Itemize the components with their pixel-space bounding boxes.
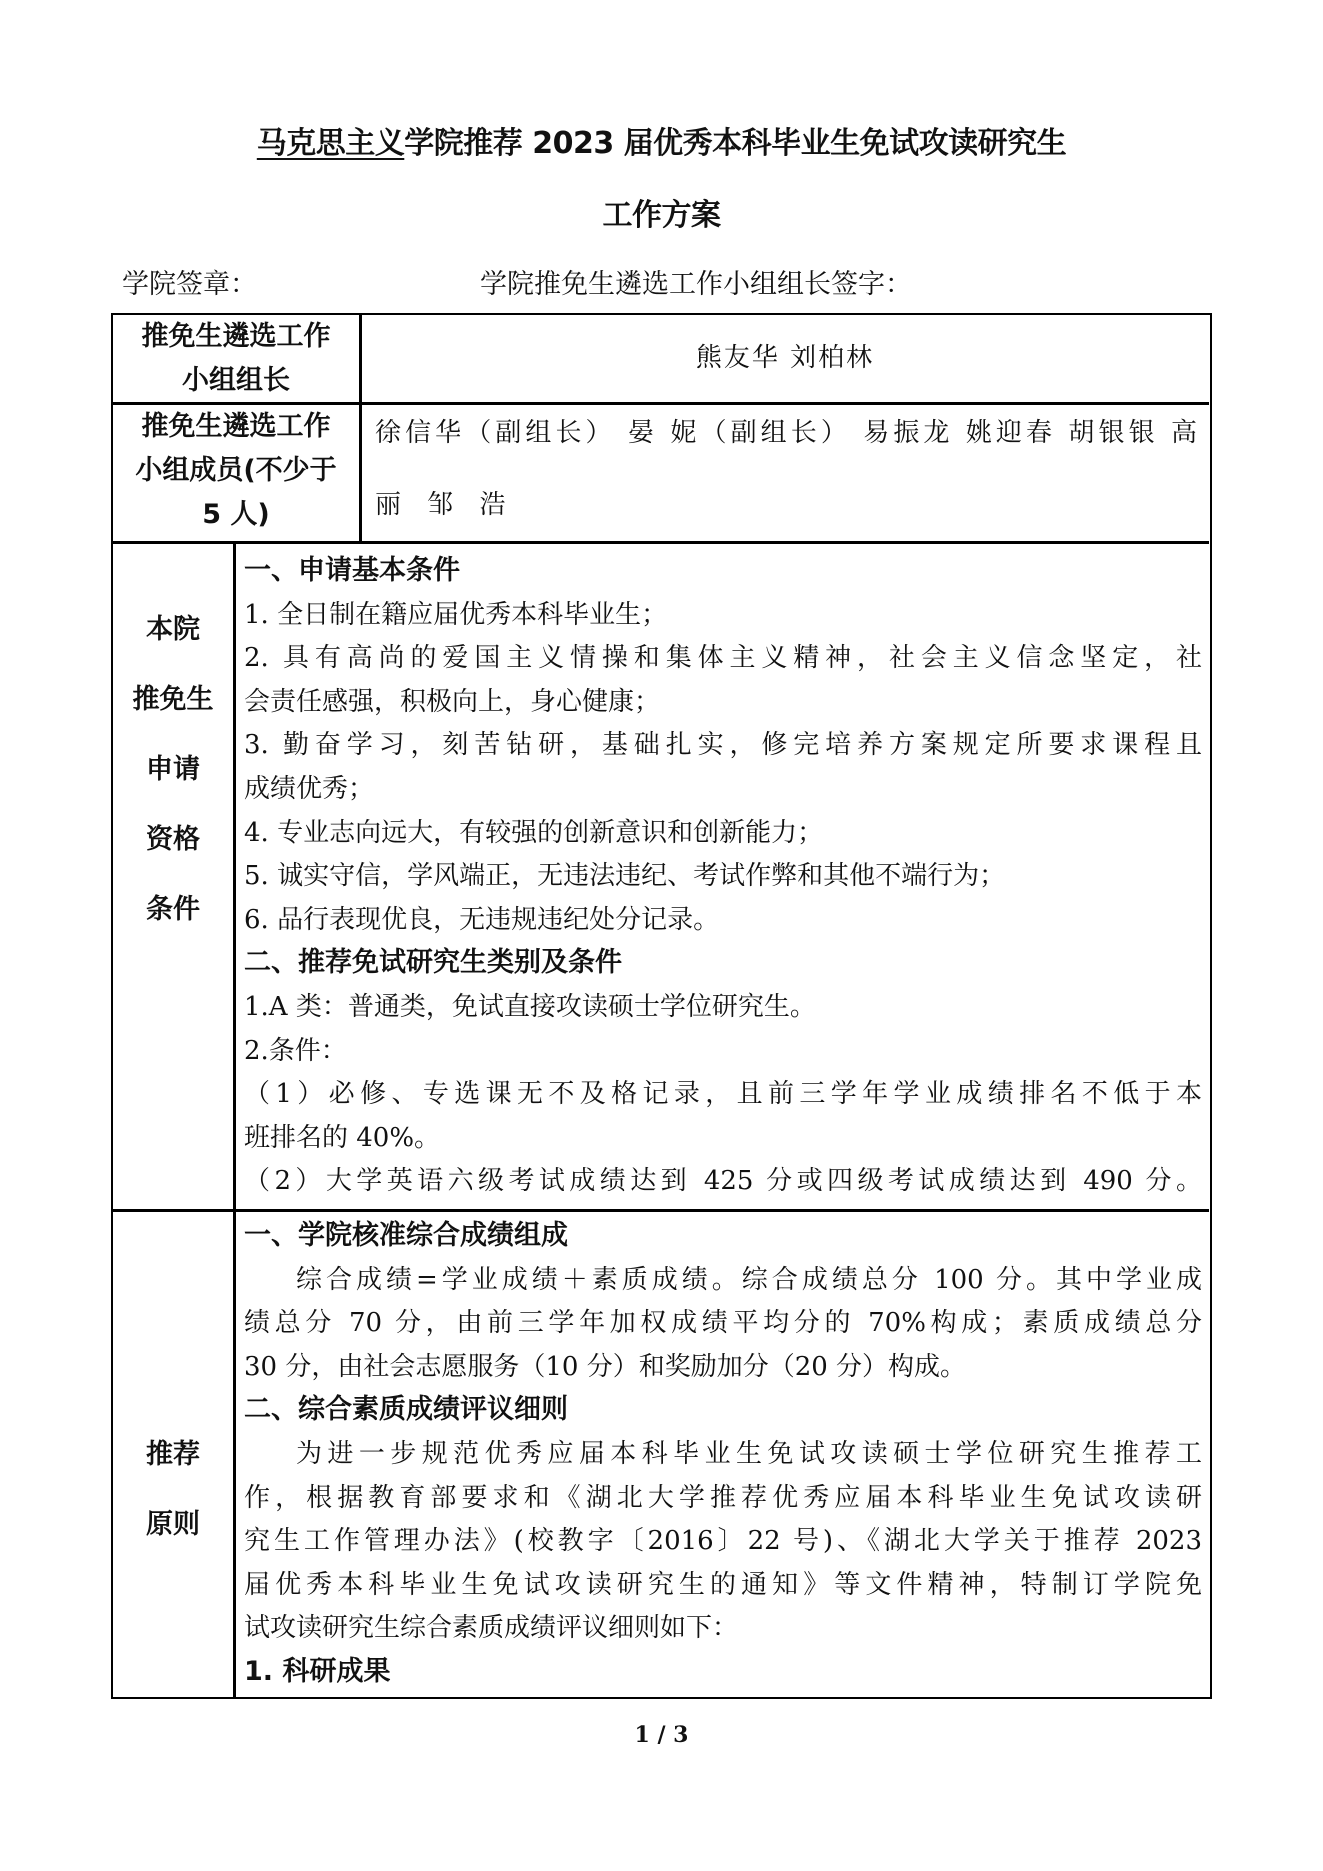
content-line: 4. 专业志向远大，有较强的创新意识和创新能力；: [244, 817, 824, 848]
members-line: 徐信华（副组长） 晏 妮（副组长） 易振龙 姚迎春 胡银银 高: [375, 418, 1197, 448]
label-line: 小组组长: [182, 365, 290, 396]
label-line: 条件: [146, 894, 200, 925]
label-line: 申请: [146, 754, 200, 785]
content-line: 绩总分 70 分，由前三学年加权成绩平均分的 70%构成；素质成绩总分: [244, 1308, 1202, 1339]
column-divider: [233, 541, 236, 1697]
label-line: 原则: [146, 1509, 200, 1540]
college-seal-label: 学院签章：: [122, 269, 257, 300]
content-line: 6. 品行表现优良，无违规违纪处分记录。: [244, 904, 720, 935]
label-line: 本院: [146, 614, 200, 645]
content-line: 1.A 类：普通类，免试直接攻读硕士学位研究生。: [244, 992, 816, 1022]
content-line: 2.条件：: [244, 1035, 347, 1066]
members-value: [375, 411, 1197, 541]
title-main: 学院推荐 2023 届优秀本科毕业生免试攻读研究生: [404, 126, 1067, 161]
content-line: 为进一步规范优秀应届本科毕业生免试攻读硕士学位研究生推荐工: [296, 1439, 1202, 1469]
content-line: 究生工作管理办法》(校教字〔2016〕22 号)、《湖北大学关于推荐 2023: [244, 1526, 1202, 1557]
label-line: 小组成员(不少于: [135, 455, 337, 486]
qualifications-label: [113, 595, 233, 945]
label-line: 推荐: [146, 1439, 200, 1470]
content-line: 会责任感强，积极向上，身心健康；: [244, 686, 661, 717]
members-label: [113, 405, 359, 537]
row-divider: [113, 1209, 1209, 1212]
members-line: 丽 邹 浩: [375, 490, 515, 520]
row-divider: [113, 541, 1209, 544]
page-indicator: 1 / 3: [634, 1722, 689, 1748]
section-heading: 二、综合素质成绩评议细则: [244, 1394, 568, 1426]
qualifications-content: [244, 549, 1202, 1209]
label-line: 推免生: [132, 684, 214, 715]
content-line: 作，根据教育部要求和《湖北大学推荐优秀应届本科毕业生免试攻读研: [244, 1482, 1202, 1513]
content-line: 班排名的 40%。: [244, 1122, 441, 1153]
content-line: 成绩优秀；: [244, 774, 375, 804]
content-line: 1. 全日制在籍应届优秀本科毕业生；: [244, 599, 668, 630]
content-line: 届优秀本科毕业生免试攻读研究生的通知》等文件精神，特制订学院免: [244, 1569, 1202, 1600]
label-line: 5 人): [202, 499, 270, 530]
leader-value: 熊友华 刘柏林: [695, 343, 875, 373]
content-line: （1）必修、专选课无不及格记录，且前三学年学业成绩排名不低于本: [244, 1079, 1202, 1110]
content-line: 2. 具有高尚的爱国主义情操和集体主义精神，社会主义信念坚定，社: [244, 643, 1202, 674]
principles-label: [113, 1420, 233, 1560]
content-line: 5. 诚实守信，学风端正，无违法违纪、考试作弊和其他不端行为；: [244, 861, 1006, 892]
document-subtitle: 工作方案: [602, 198, 721, 233]
section-heading: 1. 科研成果: [244, 1656, 391, 1687]
leader-signature-label: 学院推免生遴选工作小组组长签字：: [480, 269, 912, 300]
title-college-name: 马克思主义: [256, 126, 405, 161]
label-line: 资格: [146, 824, 200, 855]
content-line: 试攻读研究生综合素质成绩评议细则如下：: [244, 1613, 739, 1644]
section-heading: 一、学院核准综合成绩组成: [244, 1220, 568, 1251]
leader-label: [113, 315, 359, 403]
content-line: （2）大学英语六级考试成绩达到 425 分或四级考试成绩达到 490 分。: [244, 1166, 1202, 1197]
section-heading: 一、申请基本条件: [244, 555, 460, 586]
label-line: 推免生遴选工作: [141, 411, 331, 442]
content-line: 30 分，由社会志愿服务（10 分）和奖励加分（20 分）构成。: [244, 1351, 967, 1382]
document-title: [0, 118, 1323, 162]
plan-table: [111, 313, 1212, 1699]
principles-content: [244, 1214, 1202, 1698]
label-line: 推免生遴选工作: [141, 321, 331, 352]
section-heading: 二、推荐免试研究生类别及条件: [244, 947, 622, 979]
content-line: 综合成绩=学业成绩＋素质成绩。综合成绩总分 100 分。其中学业成: [296, 1264, 1202, 1295]
content-line: 3. 勤奋学习，刻苦钻研，基础扎实，修完培养方案规定所要求课程且: [244, 730, 1202, 761]
